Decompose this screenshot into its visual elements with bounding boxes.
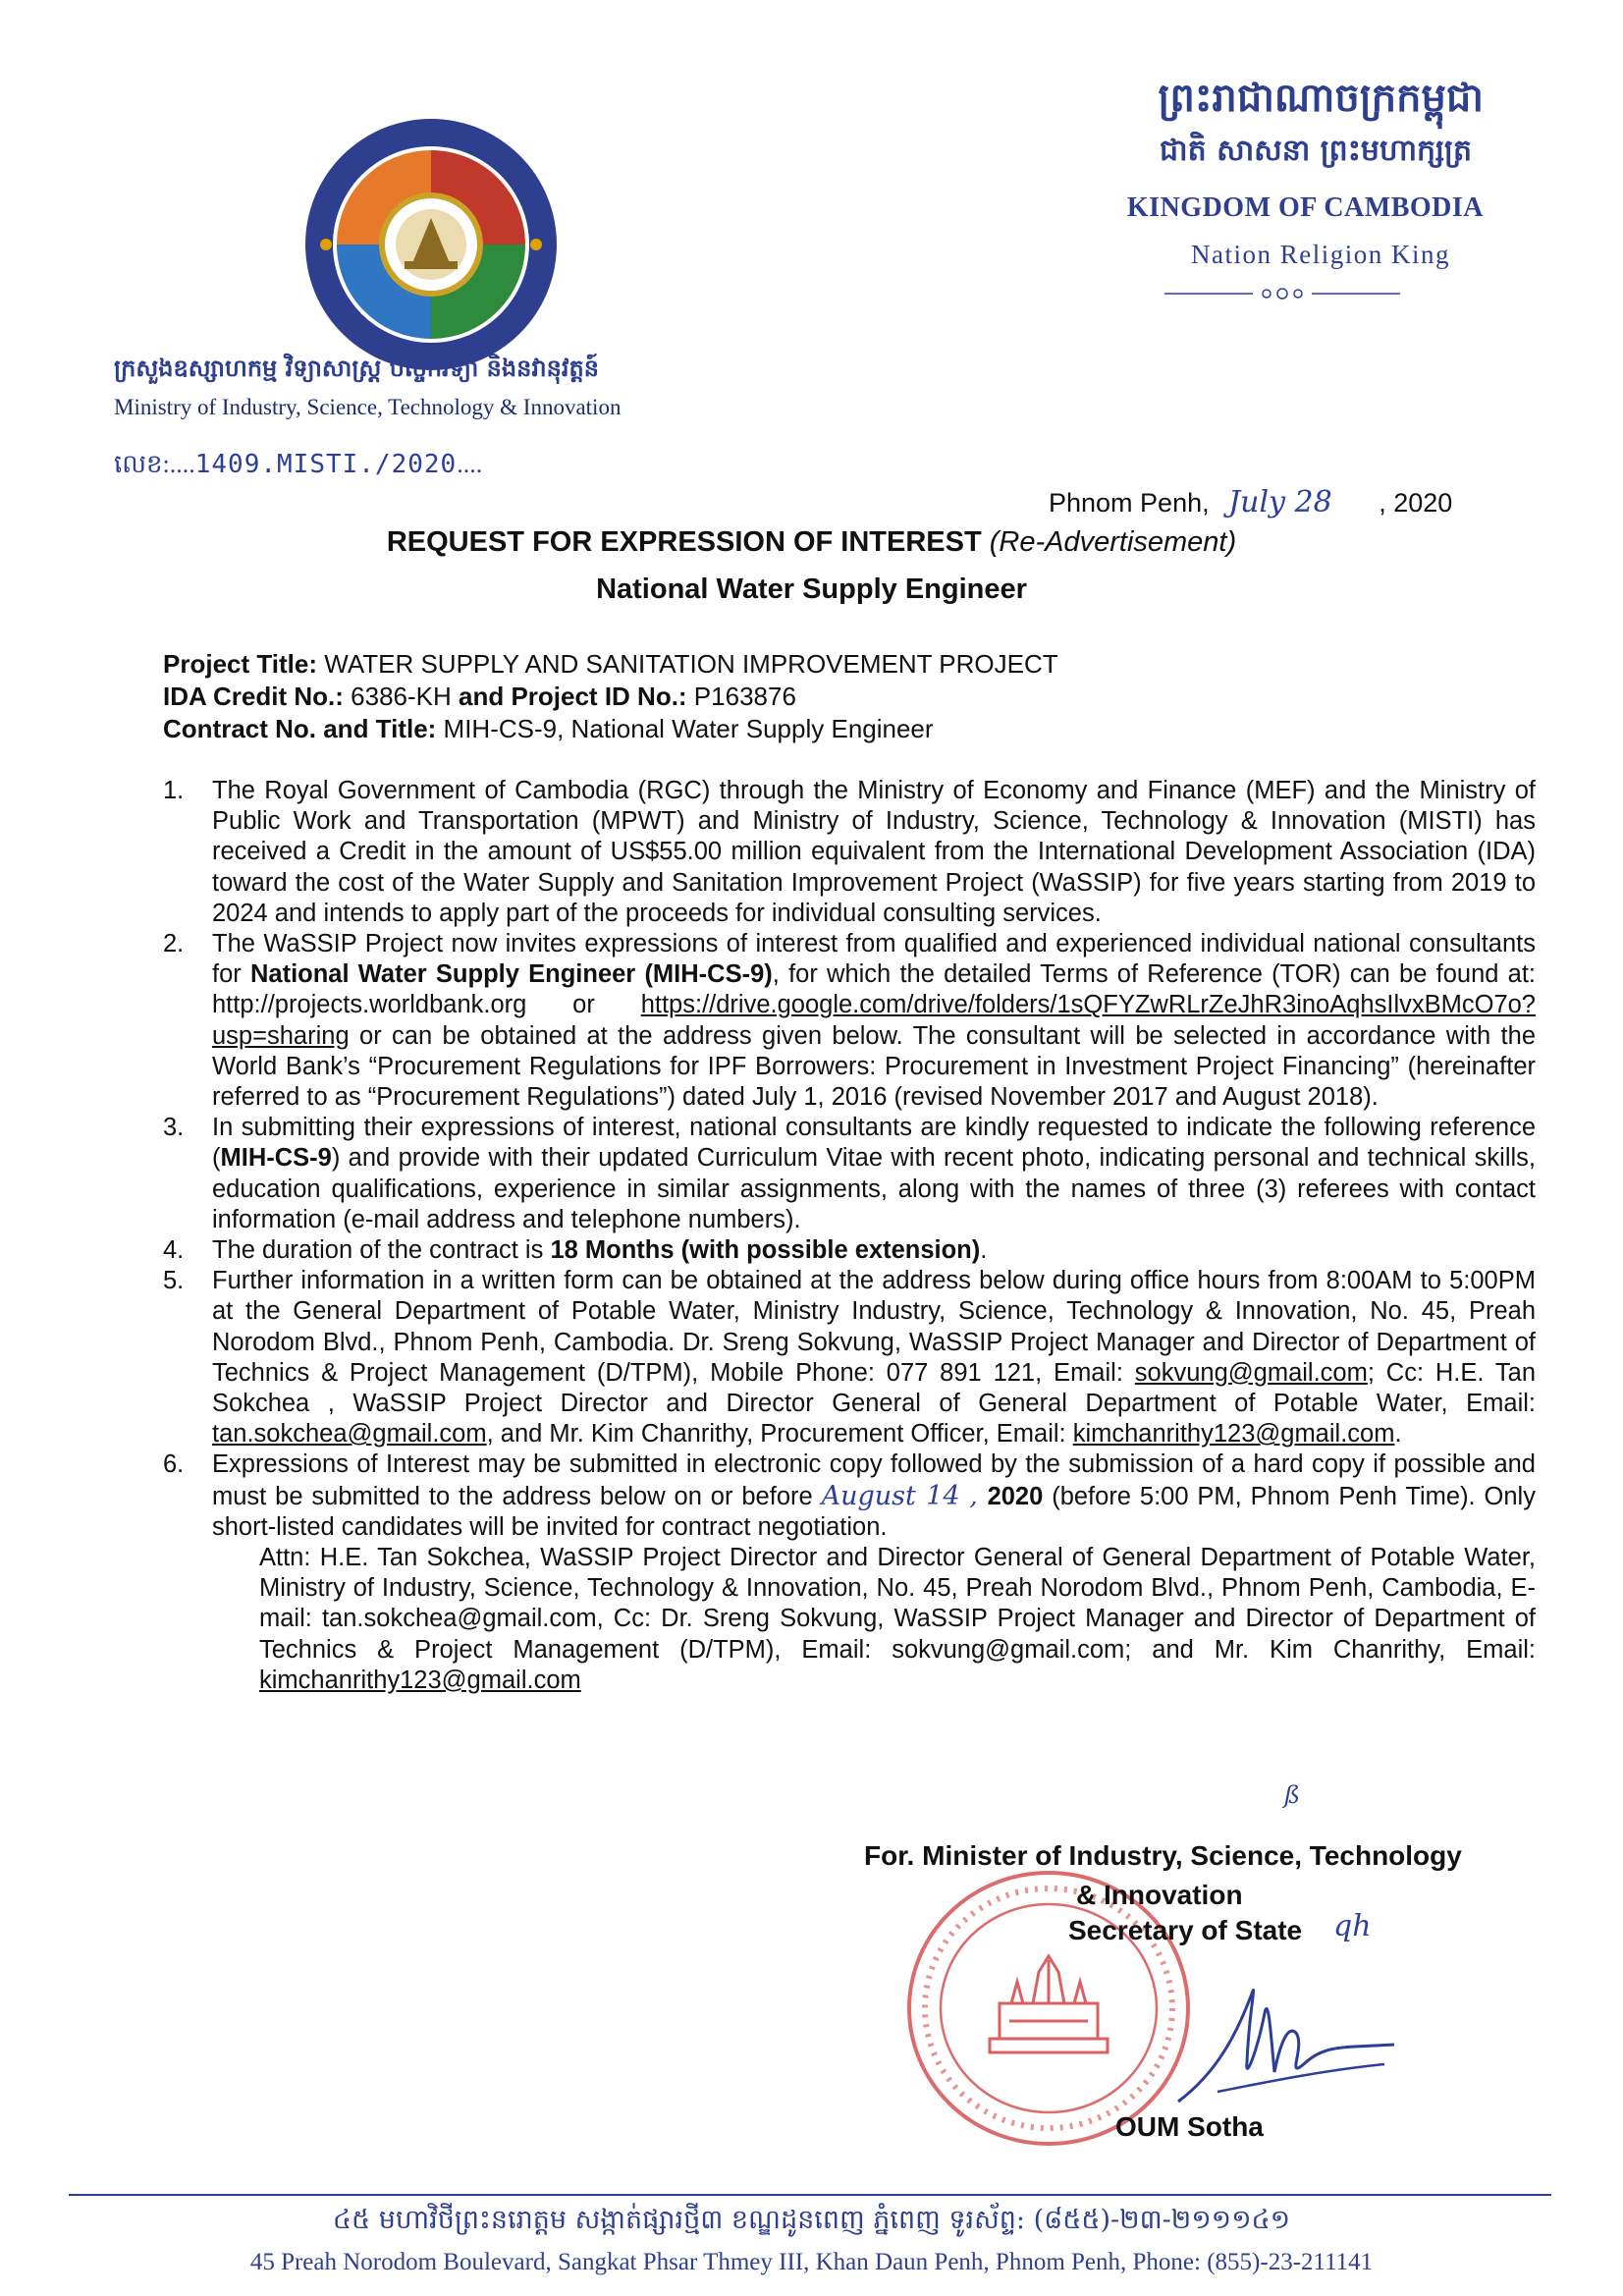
- date-city: Phnom Penh,: [1049, 488, 1210, 518]
- ministry-name: Ministry of Industry, Science, Technology & Innovation: [114, 395, 622, 419]
- khmer-motto: ជាតិ សាសនា ព្រះមហាក្សត្រ: [1160, 134, 1472, 168]
- khmer-ministry-name: ក្រសួងឧស្សាហកម្ម វិទ្យាសាស្ត្រ បច្ចេកវិទ្យា និងនវានុវត្តន៍: [114, 354, 599, 382]
- tor-link[interactable]: https://drive.google.com/drive/folders/1sQFYZwRLrZeJhR3inoAqhsIlvxBMcO7o?usp=sharing: [212, 991, 1536, 1050]
- email-link-chanrithy[interactable]: kimchanrithy123@gmail.com: [1072, 1420, 1395, 1449]
- title-main: REQUEST FOR EXPRESSION OF INTEREST: [386, 526, 982, 558]
- date-handwritten: July 28: [1228, 485, 1332, 519]
- page-subtitle: National Water Supply Engineer: [596, 574, 1027, 605]
- paragraph-6: 6. Expressions of Interest may be submitted in electronic copy followed by the submission of a hard copy if possible and must be submitted to the address below on or before August 14 , 2020 (before 5:00 PM, Phnom Penh Time). Only short-listed candidates will be invited for contract negotiation.: [163, 1450, 1536, 1541]
- country-name: KINGDOM OF CAMBODIA: [1126, 192, 1484, 223]
- ornament-divider-icon: [1164, 285, 1400, 302]
- paragraph-3: 3. In submitting their expressions of interest, national consultants are kindly requested to indicate the following reference (MIH-CS-9) and provide with their updated Curriculum Vitae with recent photo, indicating personal and technical skills, education qualifications, experience in similar assignments, along with the names of three (3) referees with contact information (e-mail address and telephone numbers).: [163, 1114, 1536, 1233]
- date-year: , 2020: [1379, 488, 1453, 518]
- body-text: [163, 776, 1536, 1696]
- email-link-sokvung[interactable]: sokvung@gmail.com: [1134, 1358, 1368, 1387]
- khmer-country-name: ព្រះរាជាណាចក្រកម្ពុជា: [1158, 75, 1484, 121]
- margin-initials: ß: [1284, 1781, 1301, 1809]
- signatory-name: OUM Sotha: [1115, 2111, 1264, 2142]
- footer-address-khmer: ៤៥ មហាវិថីព្រះនរោត្តម សង្កាត់ផ្សារថ្មី៣ ខណ្ឌដូនពេញ ភ្នំពេញ ទូរស័ព្ទ: (៨៥៥)-២៣-២១១១៤១: [332, 2205, 1291, 2235]
- national-motto: Nation Religion King: [1191, 240, 1450, 269]
- title-note: (Re-Advertisement): [989, 526, 1237, 558]
- email-link-sokchea[interactable]: tan.sokchea@gmail.com: [212, 1420, 487, 1449]
- email-link-attn[interactable]: kimchanrithy123@gmail.com: [259, 1666, 581, 1694]
- signatory-title-line1: For. Minister of Industry, Science, Technology: [864, 1840, 1462, 1871]
- handwritten-signature-icon: [1159, 1954, 1404, 2121]
- reference-handwritten: 1409.MISTI./2020: [194, 450, 458, 479]
- credit-line: IDA Credit No.: 6386-KH and Project ID No.: P163876: [163, 682, 796, 711]
- paragraph-4: 4. The duration of the contract is 18 Months (with possible extension).: [163, 1236, 988, 1265]
- paragraph-1: 1. The Royal Government of Cambodia (RGC) through the Ministry of Economy and Finance (MEF) and the Ministry of Public Work and Transportation (MPWT) and Ministry of Industry, Science, Technology & Innovation (MISTI) has received a Credit in the amount of US$55.00 million equivalent from the International Development Association (IDA) toward the cost of the Water Supply and Sanitation Improvement Project (WaSSIP) for five years starting from 2019 to 2024 and intends to apply part of the proceeds for individual consulting services.: [163, 777, 1536, 927]
- signatory-title-line2: & Innovation: [1076, 1880, 1243, 1910]
- contract-line: Contract No. and Title: MIH-CS-9, National Water Supply Engineer: [163, 714, 934, 743]
- attention-block: Attn: H.E. Tan Sokchea, WaSSIP Project Director and Director General of General Department of Potable Water, Ministry of Industry, Science, Technology & Innovation, No. 45, Preah Norodom Blvd., Phnom Penh, Cambodia, E-mail: tan.sokchea@gmail.com, Cc: Dr. Sreng Sokvung, WaSSIP Project Manager and Director of Department of Technics & Project Management (D/TPM), Email: sokvung@gmail.com; and Mr. Kim Chanrithy, Email: kimchanrithy123@gmail.com: [259, 1544, 1536, 1694]
- deadline-handwritten: August 14: [821, 1480, 960, 1511]
- handwritten-initials: qh: [1333, 1909, 1372, 1943]
- page-title: [0, 526, 1623, 559]
- project-info: [163, 648, 1058, 745]
- reference-label: លេខ:....: [114, 450, 195, 478]
- project-title-line: Project Title: WATER SUPPLY AND SANITATION IMPROVEMENT PROJECT: [163, 649, 1058, 679]
- signatory-title-line3: Secretary of State: [1068, 1915, 1303, 1945]
- ministry-emblem-icon: [302, 116, 560, 373]
- footer-address: 45 Preah Norodom Boulevard, Sangkat Phsar Thmey III, Khan Daun Penh, Phnom Penh, Phone: (855)-23-211141: [249, 2249, 1374, 2275]
- reference-number: [114, 448, 482, 485]
- paragraph-5: 5. Further information in a written form can be obtained at the address below during office hours from 8:00AM to 5:00PM at the General Department of Potable Water, Ministry Industry, Science, Technology & Innovation, No. 45, Preah Norodom Blvd., Phnom Penh, Cambodia. Dr. Sreng Sokvung, WaSSIP Project Manager and Director of Department of Technics & Project Management (D/TPM), Mobile Phone: 077 891 121, Email: sokvung@gmail.com; Cc: H.E. Tan Sokchea , WaSSIP Project Director and Director General of General Department of Potable Water, Email: tan.sokchea@gmail.com, and Mr. Kim Chanrithy, Procurement Officer, Email: kimchanrithy123@gmail.com.: [163, 1267, 1536, 1449]
- footer-divider: [69, 2194, 1551, 2196]
- paragraph-2: 2. The WaSSIP Project now invites expressions of interest from qualified and experienced individual national consultants for National Water Supply Engineer (MIH-CS-9), for which the detailed Terms of Reference (TOR) can be found at: http://projects.worldbank.org or https://drive.google.com/drive/folders/1sQFYZwRLrZeJhR3inoAqhsIlvxBMcO7o?usp=sharing or can be obtained at the address given below. The consultant will be selected in accordance with the World Bank’s “Procurement Regulations for IPF Borrowers: Procurement in Investment Project Financing” (hereinafter referred to as “Procurement Regulations”) dated July 1, 2016 (revised November 2017 and August 2018).: [163, 930, 1536, 1112]
- reference-suffix: ....: [457, 450, 483, 478]
- date-line: [1049, 485, 1452, 519]
